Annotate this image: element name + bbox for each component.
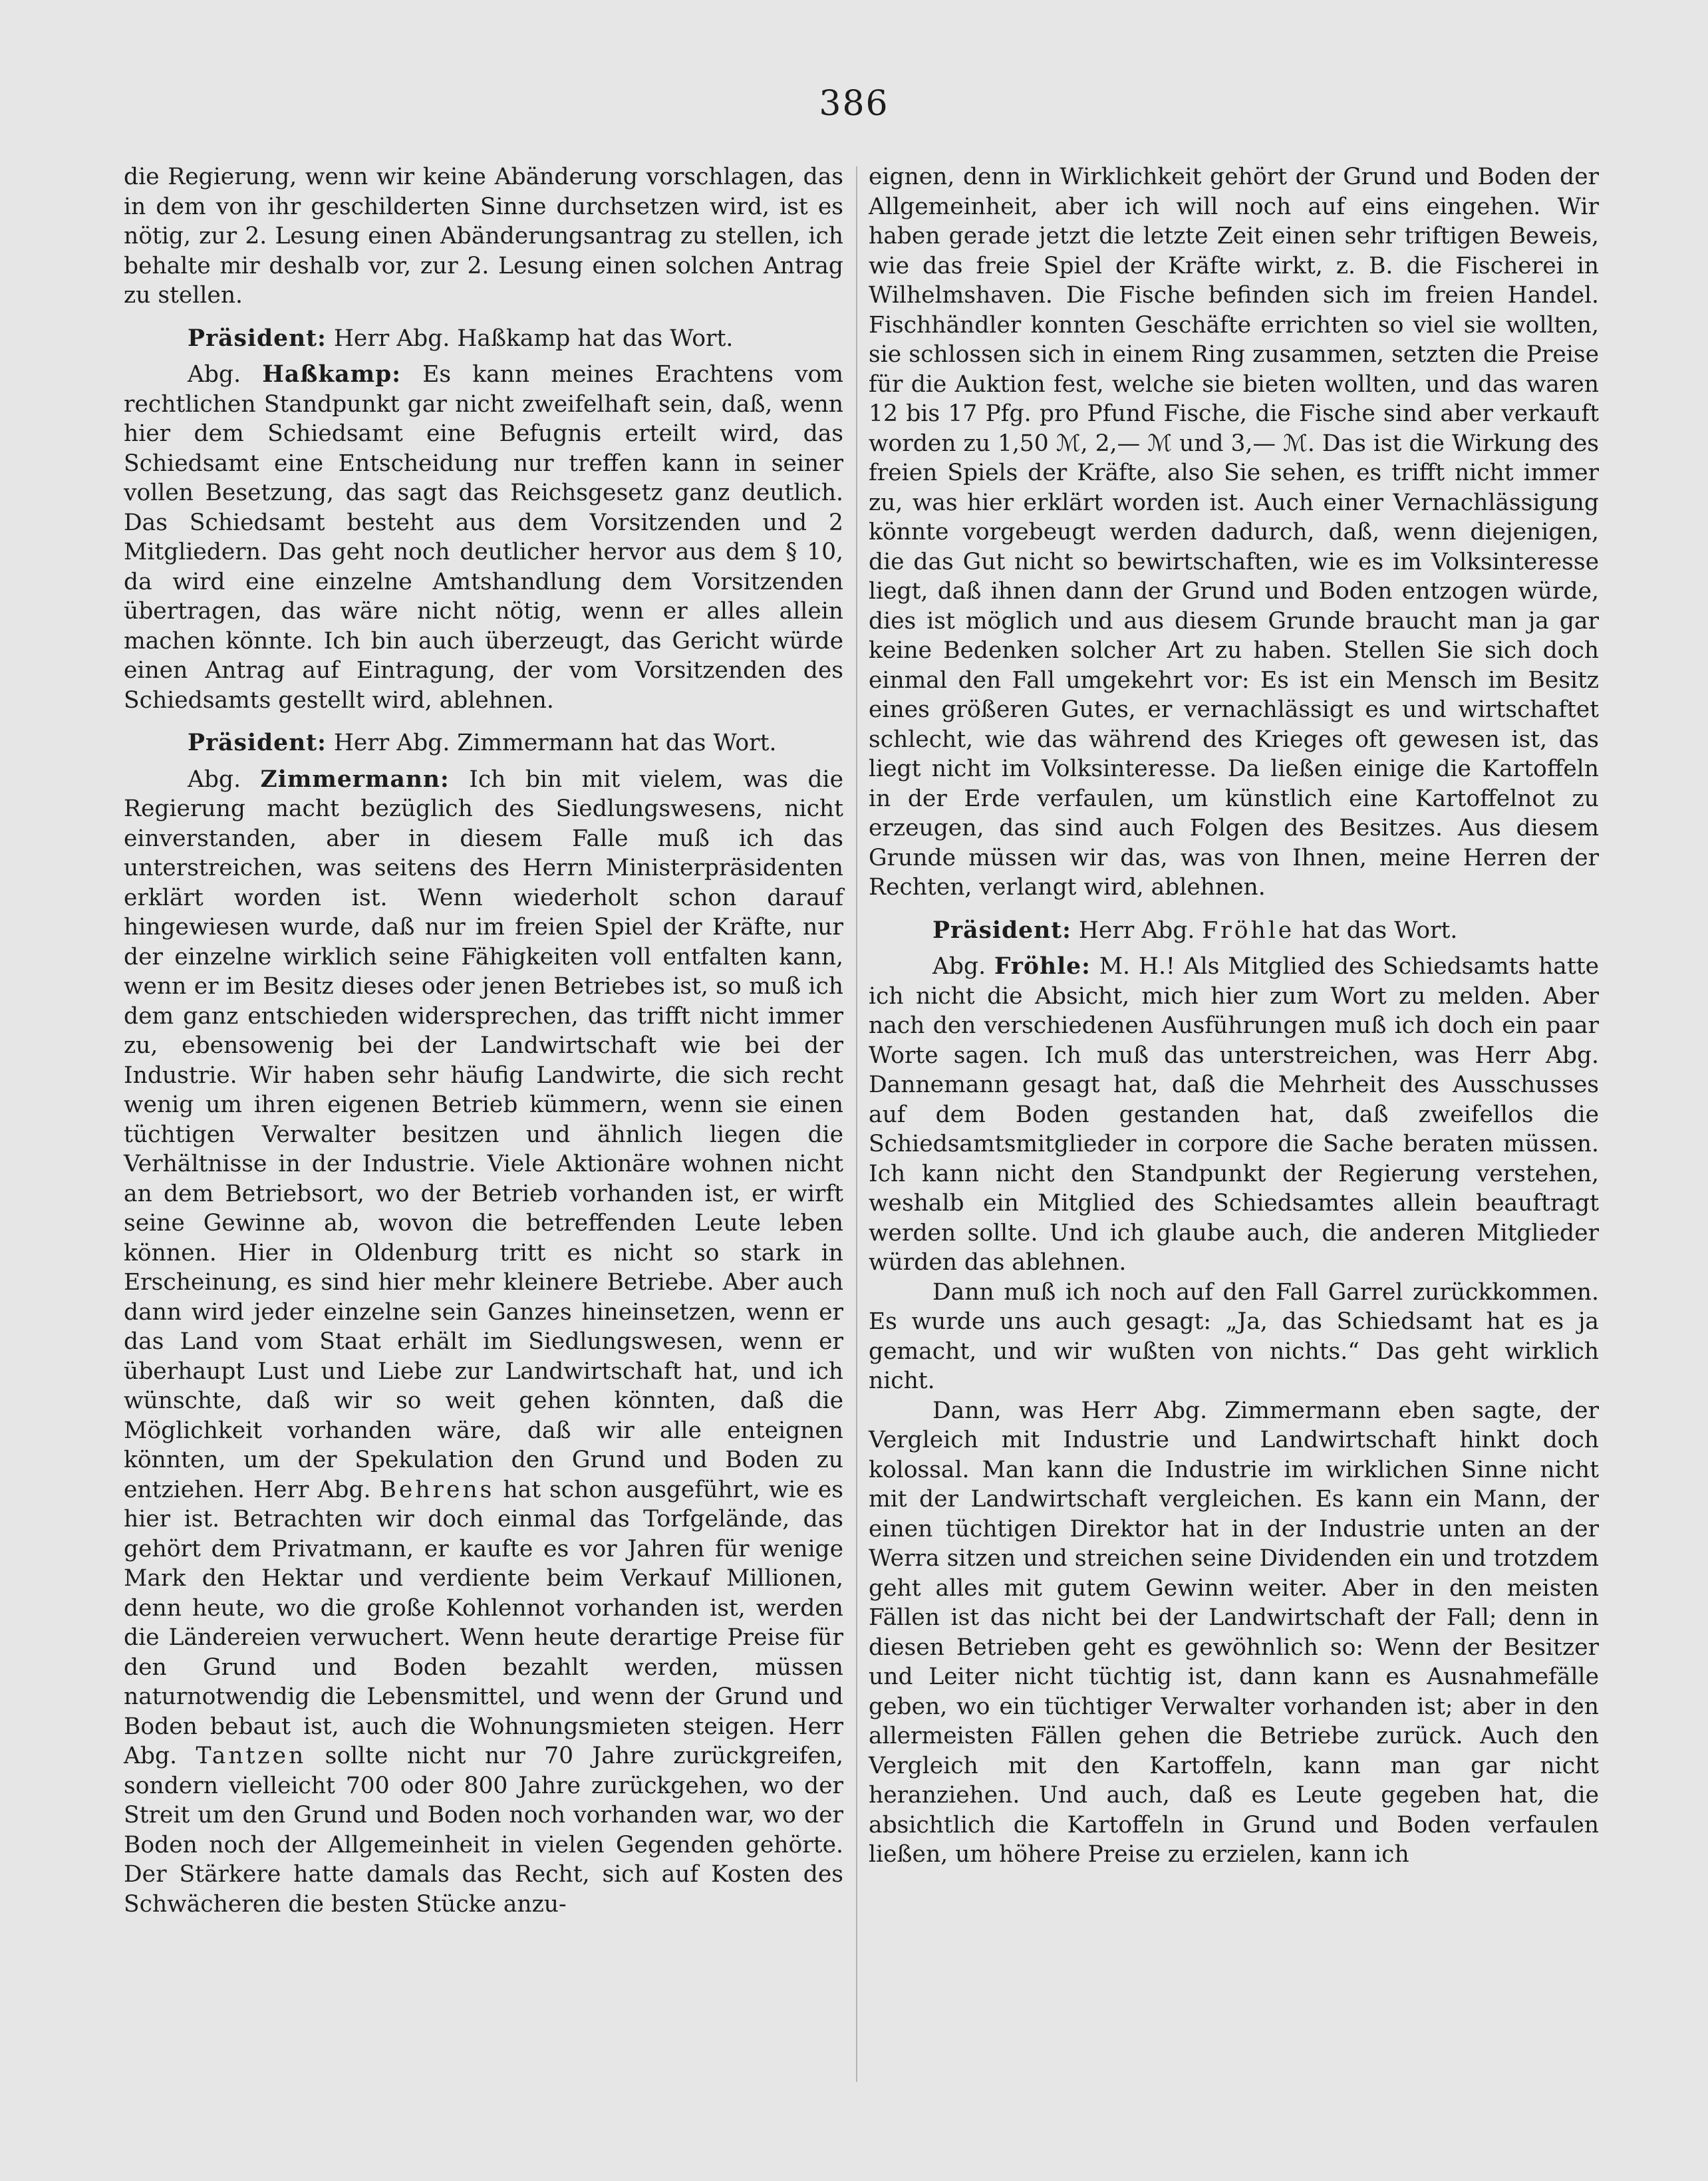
speaker-prefix: Abg.	[188, 361, 241, 388]
president-statement: Herr Abg. Haßkamp hat das Wort.	[333, 325, 734, 352]
spaced-name-behrens: Behrens	[379, 1476, 495, 1503]
left-column	[124, 162, 843, 1919]
president-label: Präsident:	[932, 917, 1071, 944]
speech-froehle-paragraph-3: Dann, was Herr Abg. Zimmermann eben sagte, der Vergleich mit Industrie und Landwirtschaft hinkt doch kolossal. Man kann die Industrie im wirklichen Sinne nicht mit der Landwirtschaft vergleichen. Es kann ein Mann, der einen tüchtigen Direktor hat in der Industrie unten an der Werra sitzen und streichen seine Dividenden ein und trotzdem geht alles mit gutem Gewinn weiter. Aber in den meisten Fällen ist das nicht bei der Landwirtschaft der Fall; denn in diesen Betrieben geht es gewöhnlich so: Wenn der Besitzer und Leiter nicht tüchtig ist, dann kann es Ausnahmefälle geben, wo ein tüchtiger Verwalter vorhanden ist; aber in den allermeisten Fällen gehen die Betriebe zurück. Auch den Vergleich mit den Kartoffeln, kann man gar nicht heranziehen. Und auch, daß es Leute gegeben hat, die absichtlich die Kartoffeln in Grund und Boden verfaulen ließen, um höhere Preise zu erzielen, kann ich	[869, 1397, 1599, 1868]
right-column	[869, 162, 1599, 1870]
president-line-3	[869, 916, 1599, 946]
speech-text: Es kann meines Erachtens vom rechtlichen Standpunkt gar nicht zweifelhaft sein, daß, wenn hier dem Schiedsamt eine Befugnis erteilt wird, das Schiedsamt eine Entscheidung nur treffen kann in seiner vollen Besetzung, das sagt das Reichsgesetz ganz deutlich. Das Schiedsamt besteht aus dem Vorsitzenden und 2 Mitgliedern. Das geht noch deutlicher hervor aus dem § 10, da wird eine einzelne Amtshandlung dem Vorsitzenden übertragen, das wäre nicht nötig, wenn er alles allein machen könnte. Ich bin auch überzeugt, das Gericht würde einen Antrag auf Eintragung, der vom Vorsitzenden des Schiedsamts gestellt wird, ablehnen.	[124, 361, 844, 714]
speaker-name-zimmermann: Zimmermann:	[260, 766, 450, 793]
president-statement: Herr Abg.	[1078, 917, 1195, 944]
speaker-name-froehle: Fröhle:	[994, 953, 1091, 980]
speaker-prefix: Abg.	[188, 766, 241, 793]
president-label: Präsident:	[188, 325, 327, 352]
speech-froehle-paragraph-2: Dann muß ich noch auf den Fall Garrel zurückkommen. Es wurde uns auch gesagt: „Ja, das Schiedsamt hat es ja gemacht, und wir wußten von nichts.“ Das geht wirklich nicht.	[869, 1278, 1599, 1394]
president-line-2	[124, 728, 843, 758]
president-line-1	[124, 324, 843, 354]
speaker-name-hasskamp: Haßkamp:	[262, 361, 402, 388]
spaced-name-froehle: Fröhle	[1202, 917, 1295, 944]
speaker-prefix: Abg.	[932, 953, 986, 980]
speech-text: sollte nicht nur 70 Jahre zurückgreifen, sondern vielleicht 700 oder 800 Jahre zurückgehen, wo der Streit um den Grund und Boden noch vorhanden war, wo der Boden noch der Allgemeinheit in vielen Gegenden gehörte. Der Stärkere hatte damals das Recht, sich auf Kosten des Schwächeren die besten Stücke anzu-	[124, 1743, 844, 1918]
left-paragraph-continuation: die Regierung, wenn wir keine Abänderung vorschlagen, das in dem von ihr geschilderten Sinne durchsetzen wird, ist es nötig, zur 2. Lesung einen Abänderungsantrag zu stellen, ich behalte mir deshalb vor, zur 2. Lesung einen solchen Antrag zu stellen.	[124, 164, 843, 309]
spaced-name-tantzen: Tantzen	[196, 1743, 307, 1769]
speech-text: hat schon ausgeführt, wie es hier ist. Betrachten wir doch einmal das Torfgelände, das gehört dem Privatmann, er kaufte es vor Jahren für wenige Mark den Hektar und verdiente beim Verkauf Millionen, denn heute, wo die große Kohlennot vorhanden ist, werden die Ländereien verwuchert. Wenn heute derartige Preise für den Grund und Boden bezahlt werden, müssen naturnotwendig die Lebensmittel, und wenn der Grund und Boden bebaut ist, auch die Wohnungsmieten steigen. Herr Abg.	[124, 1476, 844, 1769]
right-paragraph-continuation: eignen, denn in Wirklichkeit gehört der Grund und Boden der Allgemeinheit, aber ich will noch auf eins eingehen. Wir haben gerade jetzt die letzte Zeit einen sehr triftigen Beweis, wie das freie Spiel der Kräfte wirkt, z. B. die Fischerei in Wilhelmshaven. Die Fische befinden sich im freien Handel. Fischhändler konnten Geschäfte errichten so viel sie wollten, sie schlossen sich in einem Ring zusammen, setzten die Preise für die Auktion fest, welche sie bieten wollten, und das waren 12 bis 17 Pfg. pro Pfund Fische, die Fische sind aber verkauft worden zu 1,50 ℳ, 2,— ℳ und 3,— ℳ. Das ist die Wirkung des freien Spiels der Kräfte, also Sie sehen, es trifft nicht immer zu, was hier erklärt worden ist. Auch einer Vernachlässigung könnte vorgebeugt werden dadurch, daß, wenn diejenigen, die das Gut nicht so bewirtschaften, wie es im Volksinteresse liegt, daß ihnen dann der Grund und Boden entzogen würde, dies ist möglich und aus diesem Grunde braucht man ja gar keine Bedenken solcher Art zu haben. Stellen Sie sich doch einmal den Fall umgekehrt vor: Es ist ein Mensch im Besitz eines größeren Gutes, er vernachlässigt es und wirtschaftet schlecht, wie das während des Krieges oft gewesen ist, das liegt nicht im Volksinteresse. Da ließen einige die Kartoffeln in der Erde verfaulen, um künstlich eine Kartoffelnot zu erzeugen, das sind auch Folgen des Besitzes. Aus diesem Grunde müssen wir das, was von Ihnen, meine Herren der Rechten, verlangt wird, ablehnen.	[869, 164, 1599, 901]
speech-text: M. H.! Als Mitglied des Schiedsamts hatte ich nicht die Absicht, mich hier zum Wort zu melden. Aber nach den verschiedenen Ausführungen muß ich doch ein paar Worte sagen. Ich muß das unterstreichen, was Herr Abg. Dannemann gesagt hat, daß die Mehrheit des Ausschusses auf dem Boden gestanden hat, daß zweifellos die Schiedsamtsmitglieder in corpore die Sache beraten müssen. Ich kann nicht den Standpunkt der Regierung verstehen, weshalb ein Mitglied des Schiedsamtes allein beauftragt werden sollte. Und ich glaube auch, die anderen Mitglieder würden das ablehnen.	[869, 953, 1600, 1276]
president-statement: hat das Wort.	[1302, 917, 1458, 944]
page-number: 386	[819, 84, 889, 124]
president-label: Präsident:	[188, 730, 327, 756]
speech-hasskamp	[124, 360, 843, 715]
speech-text: Ich bin mit vielem, was die Regierung macht bezüglich des Siedlungswesens, nicht einverstanden, aber in diesem Falle muß ich das unterstreichen, was seitens des Herrn Ministerpräsidenten erklärt worden ist. Wenn wiederholt schon darauf hingewiesen wurde, daß nur im freien Spiel der Kräfte, nur der einzelne wirklich seine Fähigkeiten voll entfalten kann, wenn er im Besitz dieses oder jenen Betriebes ist, so muß ich dem ganz entschieden widersprechen, das trifft nicht immer zu, ebensowenig bei der Landwirtschaft wie bei der Industrie. Wir haben sehr häufig Landwirte, die sich recht wenig um ihren eigenen Betrieb kümmern, wenn sie einen tüchtigen Verwalter besitzen und ähnlich liegen die Verhältnisse in der Industrie. Viele Aktionäre wohnen nicht an dem Betriebsort, wo der Betrieb vorhanden ist, er wirft seine Gewinne ab, wovon die betreffenden Leute leben können. Hier in Oldenburg tritt es nicht so stark in Erscheinung, es sind hier mehr kleinere Betriebe. Aber auch dann wird jeder einzelne sein Ganzes hineinsetzen, wenn er das Land vom Staat erhält im Siedlungswesen, wenn er überhaupt Lust und Liebe zur Landwirtschaft hat, und ich wünschte, daß wir so weit gehen könnten, daß die Möglichkeit vorhanden wäre, daß wir alle enteignen könnten, um der Spekulation den Grund und Boden zu entziehen. Herr Abg.	[124, 766, 844, 1503]
column-rule	[856, 166, 857, 2082]
speech-froehle	[869, 952, 1599, 1278]
speech-zimmermann	[124, 765, 843, 1920]
president-statement: Herr Abg. Zimmermann hat das Wort.	[333, 730, 777, 756]
